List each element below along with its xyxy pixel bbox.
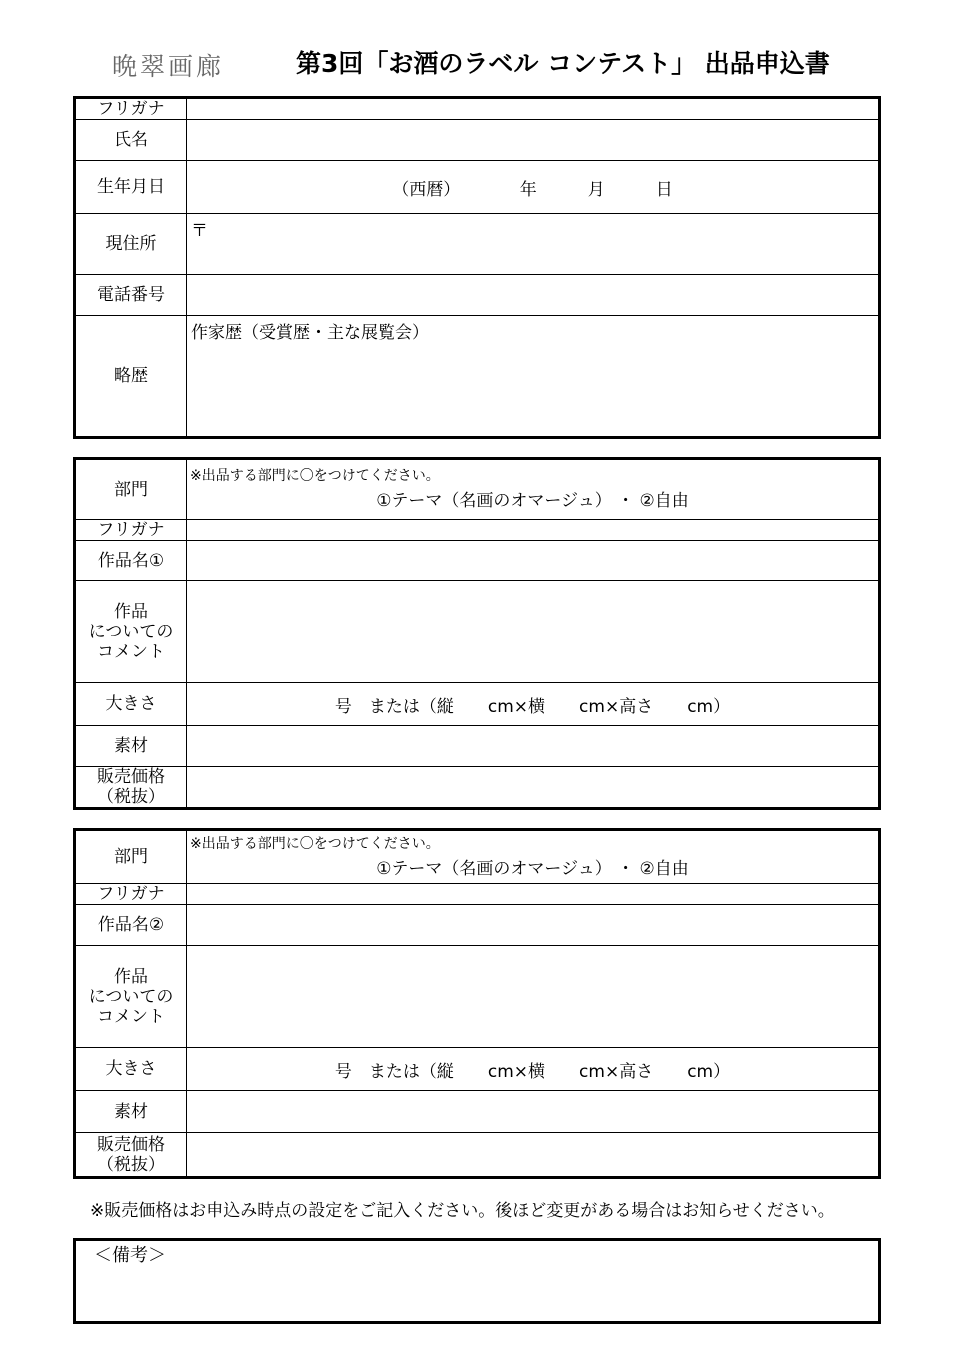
- price-label-line-1: 販売価格: [97, 1134, 165, 1155]
- work-furigana-label: フリガナ: [75, 520, 187, 541]
- price-label-line-2: （税抜）: [97, 787, 165, 807]
- work-title-field[interactable]: [187, 905, 880, 946]
- price-label-line-1: 販売価格: [97, 767, 165, 787]
- comment-label-line-2: についての: [88, 986, 174, 1007]
- category-field[interactable]: [187, 830, 880, 884]
- remarks-box[interactable]: [73, 1238, 881, 1324]
- phone-label: 電話番号: [75, 275, 187, 316]
- material-field[interactable]: [187, 726, 880, 767]
- work-title-field[interactable]: [187, 541, 880, 581]
- comment-label-line-1: 作品: [114, 966, 148, 987]
- address-field[interactable]: [187, 214, 880, 275]
- price-footnote: ※販売価格はお申込み時点の設定をご記入ください。後ほど変更がある場合はお知らせください。: [90, 1201, 835, 1221]
- material-label: 素材: [75, 726, 187, 767]
- career-label: 略歴: [75, 316, 187, 438]
- size-field[interactable]: [187, 1048, 880, 1091]
- price-label-line-2: （税抜）: [97, 1154, 165, 1175]
- category-note: ※出品する部門に〇をつけてください。: [190, 468, 440, 484]
- furigana-field[interactable]: [187, 98, 880, 120]
- phone-field[interactable]: [187, 275, 880, 316]
- document-header: [0, 44, 955, 80]
- name-field[interactable]: [187, 120, 880, 161]
- name-label: 氏名: [75, 120, 187, 161]
- price-field[interactable]: [187, 767, 880, 809]
- comment-label-line-1: 作品: [114, 601, 148, 622]
- remarks-label: ＜備考＞: [94, 1245, 166, 1266]
- career-field[interactable]: [187, 316, 880, 438]
- work-furigana-label: フリガナ: [75, 884, 187, 905]
- gallery-name: 晩翠画廊: [112, 52, 225, 81]
- work-2-table: [73, 828, 881, 1179]
- size-label: 大きさ: [75, 683, 187, 726]
- comment-label-line-2: についての: [88, 621, 174, 642]
- material-label: 素材: [75, 1091, 187, 1133]
- size-label: 大きさ: [75, 1048, 187, 1091]
- comment-field[interactable]: [187, 581, 880, 683]
- category-field[interactable]: [187, 459, 880, 520]
- page-title: 第3回「お酒のラベル コンテスト」 出品申込書: [296, 49, 830, 78]
- career-hint: 作家歴（受賞歴・主な展覧会）: [191, 323, 429, 343]
- applicant-table: [73, 96, 881, 439]
- birthdate-label: 生年月日: [75, 161, 187, 214]
- work-title-label: 作品名①: [75, 541, 187, 581]
- size-format: 号 または（縦 cm×横 cm×高さ cm）: [334, 1061, 731, 1082]
- category-label: 部門: [75, 830, 187, 884]
- price-label: [75, 1133, 187, 1178]
- birthdate-format: （西暦） 年 月 日: [392, 179, 673, 200]
- price-label: [75, 767, 187, 809]
- address-label: 現住所: [75, 214, 187, 275]
- comment-label: [75, 581, 187, 683]
- comment-label-line-3: コメント: [97, 1006, 165, 1027]
- work-furigana-field[interactable]: [187, 884, 880, 905]
- comment-label: [75, 946, 187, 1048]
- size-field[interactable]: [187, 683, 880, 726]
- comment-label-line-3: コメント: [97, 641, 165, 662]
- category-note: ※出品する部門に〇をつけてください。: [190, 835, 440, 852]
- material-field[interactable]: [187, 1091, 880, 1133]
- size-format: 号 または（縦 cm×横 cm×高さ cm）: [334, 696, 731, 717]
- work-title-label: 作品名②: [75, 905, 187, 946]
- furigana-label: フリガナ: [75, 98, 187, 120]
- category-choices[interactable]: ①テーマ（名画のオマージュ） ・ ②自由: [376, 858, 689, 879]
- work-furigana-field[interactable]: [187, 520, 880, 541]
- category-choices[interactable]: ①テーマ（名画のオマージュ） ・ ②自由: [376, 491, 689, 511]
- price-field[interactable]: [187, 1133, 880, 1178]
- birthdate-field[interactable]: [187, 161, 880, 214]
- category-label: 部門: [75, 459, 187, 520]
- work-1-table: [73, 457, 881, 810]
- comment-field[interactable]: [187, 946, 880, 1048]
- postal-mark: 〒: [191, 221, 208, 241]
